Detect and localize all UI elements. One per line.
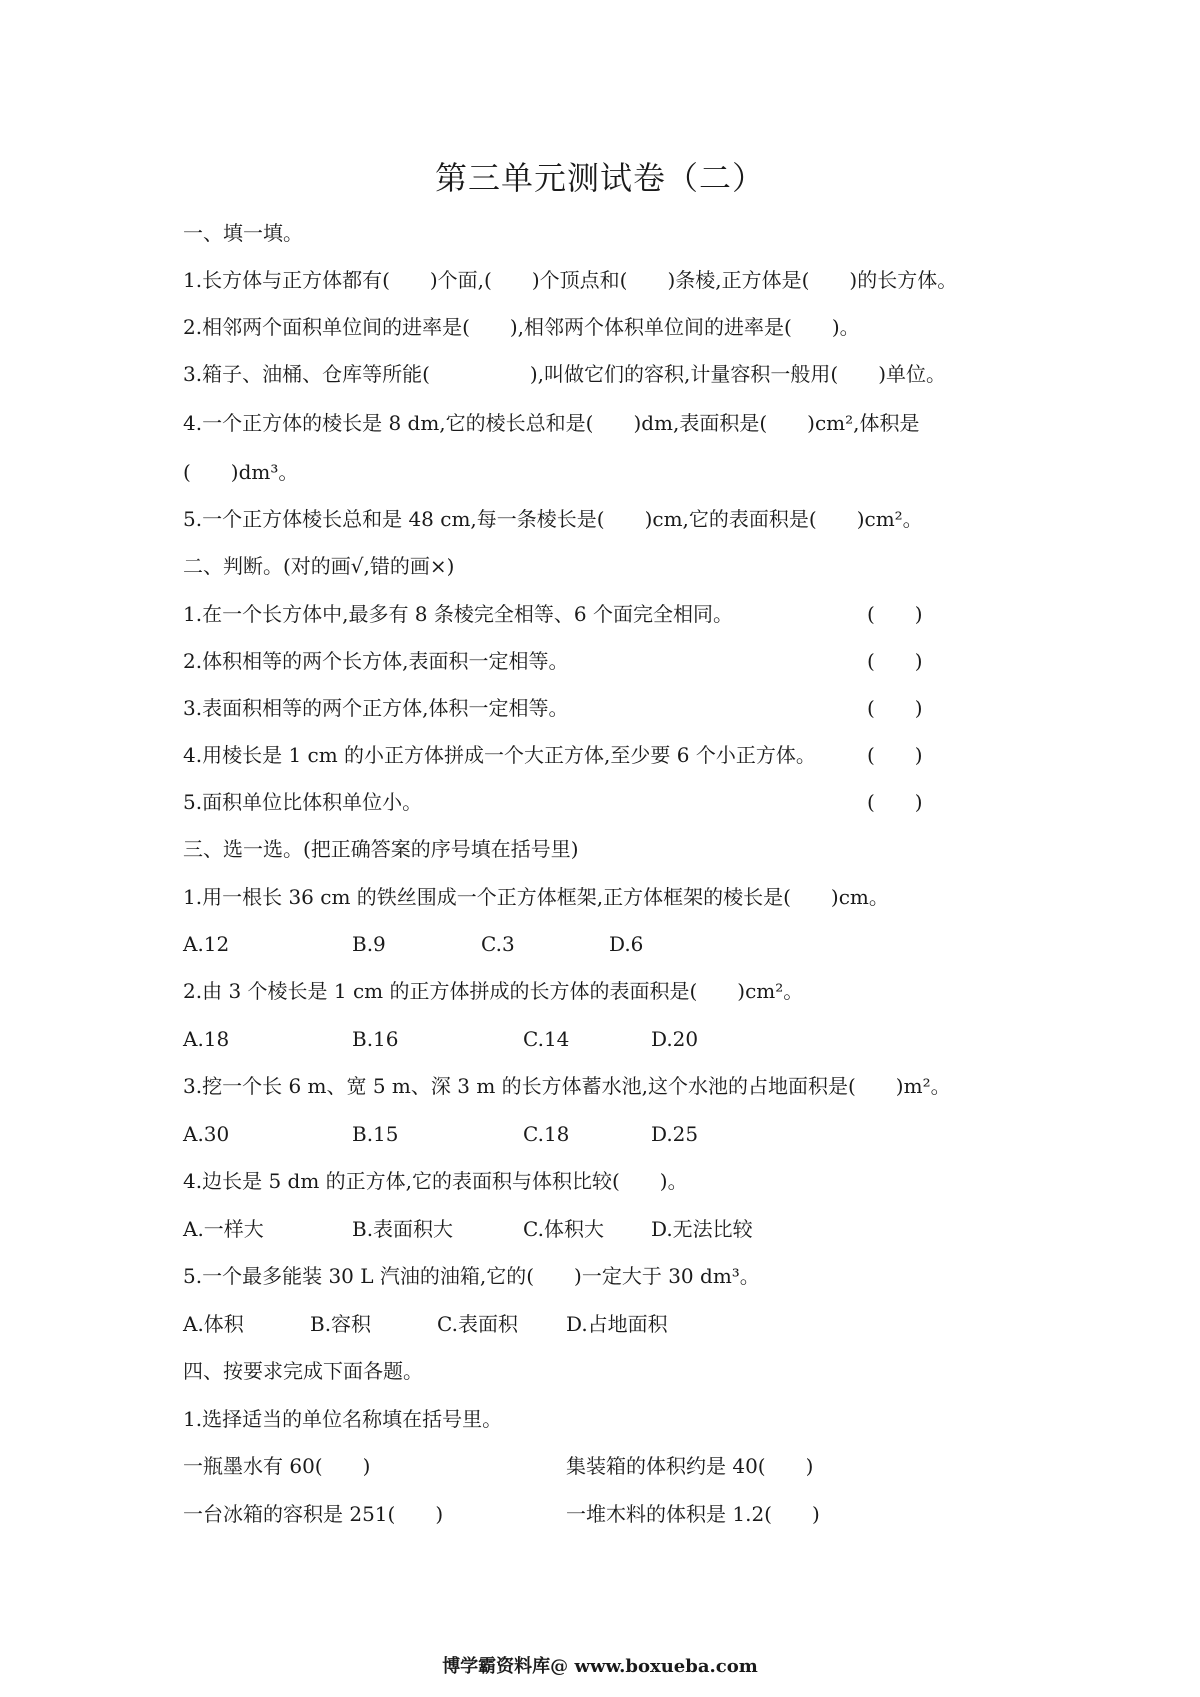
s3-q1-option-a: A.12: [183, 932, 230, 956]
s1-question-1: 1.长方体与正方体都有( )个面,( )个顶点和( )条棱,正方体是( )的长方体。: [183, 268, 958, 292]
s3-q2-option-d: D.20: [651, 1027, 699, 1051]
s3-q2-option-b: B.16: [352, 1027, 399, 1051]
s4-question-1: 1.选择适当的单位名称填在括号里。: [183, 1407, 503, 1431]
s3-q1-option-b: B.9: [352, 932, 386, 956]
footer-watermark: 博学霸资料库@ www.boxueba.com: [442, 1656, 758, 1677]
s4-item-4: 一堆木料的体积是 1.2( ): [566, 1502, 820, 1526]
section-3-heading: 三、选一选。(把正确答案的序号填在括号里): [183, 837, 579, 861]
s2-answer-paren-5: ( ): [867, 790, 923, 814]
section-1-heading: 一、填一填。: [183, 221, 303, 245]
s3-q5-option-a: A.体积: [183, 1312, 244, 1336]
s4-item-2: 集装箱的体积约是 40( ): [566, 1454, 814, 1478]
s1-question-2: 2.相邻两个面积单位间的进率是( ),相邻两个体积单位间的进率是( )。: [183, 315, 860, 339]
s2-question-4: 4.用棱长是 1 cm 的小正方体拼成一个大正方体,至少要 6 个小正方体。: [183, 743, 816, 767]
s3-q4-option-d: D.无法比较: [651, 1217, 753, 1241]
s2-answer-paren-2: ( ): [867, 649, 923, 673]
page-title: 第三单元测试卷（二）: [434, 159, 765, 197]
s2-question-2: 2.体积相等的两个长方体,表面积一定相等。: [183, 649, 569, 673]
s3-q3-option-c: C.18: [523, 1122, 570, 1146]
s3-question-2: 2.由 3 个棱长是 1 cm 的正方体拼成的长方体的表面积是( )cm²。: [183, 979, 804, 1003]
s1-question-3: 3.箱子、油桶、仓库等所能( ),叫做它们的容积,计量容积一般用( )单位。: [183, 362, 947, 386]
s3-q5-option-b: B.容积: [310, 1312, 372, 1336]
s3-q5-option-d: D.占地面积: [566, 1312, 668, 1336]
section-4-heading: 四、按要求完成下面各题。: [183, 1359, 423, 1383]
s1-question-4b: ( )dm³。: [183, 460, 299, 484]
s3-question-5: 5.一个最多能装 30 L 汽油的油箱,它的( )一定大于 30 dm³。: [183, 1264, 760, 1288]
s3-q5-option-c: C.表面积: [437, 1312, 518, 1336]
s3-question-4: 4.边长是 5 dm 的正方体,它的表面积与体积比较( )。: [183, 1169, 688, 1193]
s2-answer-paren-4: ( ): [867, 743, 923, 767]
s3-q2-option-a: A.18: [183, 1027, 230, 1051]
s4-item-1: 一瓶墨水有 60( ): [183, 1454, 371, 1478]
s3-q1-option-d: D.6: [609, 932, 644, 956]
s3-q3-option-b: B.15: [352, 1122, 399, 1146]
s2-question-5: 5.面积单位比体积单位小。: [183, 790, 423, 814]
s3-q4-option-c: C.体积大: [523, 1217, 604, 1241]
s3-q3-option-a: A.30: [183, 1122, 230, 1146]
s3-q4-option-a: A.一样大: [183, 1217, 264, 1241]
s3-question-1: 1.用一根长 36 cm 的铁丝围成一个正方体框架,正方体框架的棱长是( )cm。: [183, 885, 889, 909]
s2-question-1: 1.在一个长方体中,最多有 8 条棱完全相等、6 个面完全相同。: [183, 602, 733, 626]
s1-question-4a: 4.一个正方体的棱长是 8 dm,它的棱长总和是( )dm,表面积是( )cm²,体积是: [183, 411, 920, 435]
s2-answer-paren-1: ( ): [867, 602, 923, 626]
s3-q4-option-b: B.表面积大: [352, 1217, 454, 1241]
s2-question-3: 3.表面积相等的两个正方体,体积一定相等。: [183, 696, 569, 720]
s1-question-5: 5.一个正方体棱长总和是 48 cm,每一条棱长是( )cm,它的表面积是( )cm²。: [183, 507, 923, 531]
section-2-heading: 二、判断。(对的画√,错的画×): [183, 554, 455, 578]
s3-q2-option-c: C.14: [523, 1027, 570, 1051]
s3-question-3: 3.挖一个长 6 m、宽 5 m、深 3 m 的长方体蓄水池,这个水池的占地面积是( )m²。: [183, 1074, 951, 1098]
s3-q1-option-c: C.3: [481, 932, 515, 956]
s4-item-3: 一台冰箱的容积是 251( ): [183, 1502, 444, 1526]
s3-q3-option-d: D.25: [651, 1122, 699, 1146]
s2-answer-paren-3: ( ): [867, 696, 923, 720]
